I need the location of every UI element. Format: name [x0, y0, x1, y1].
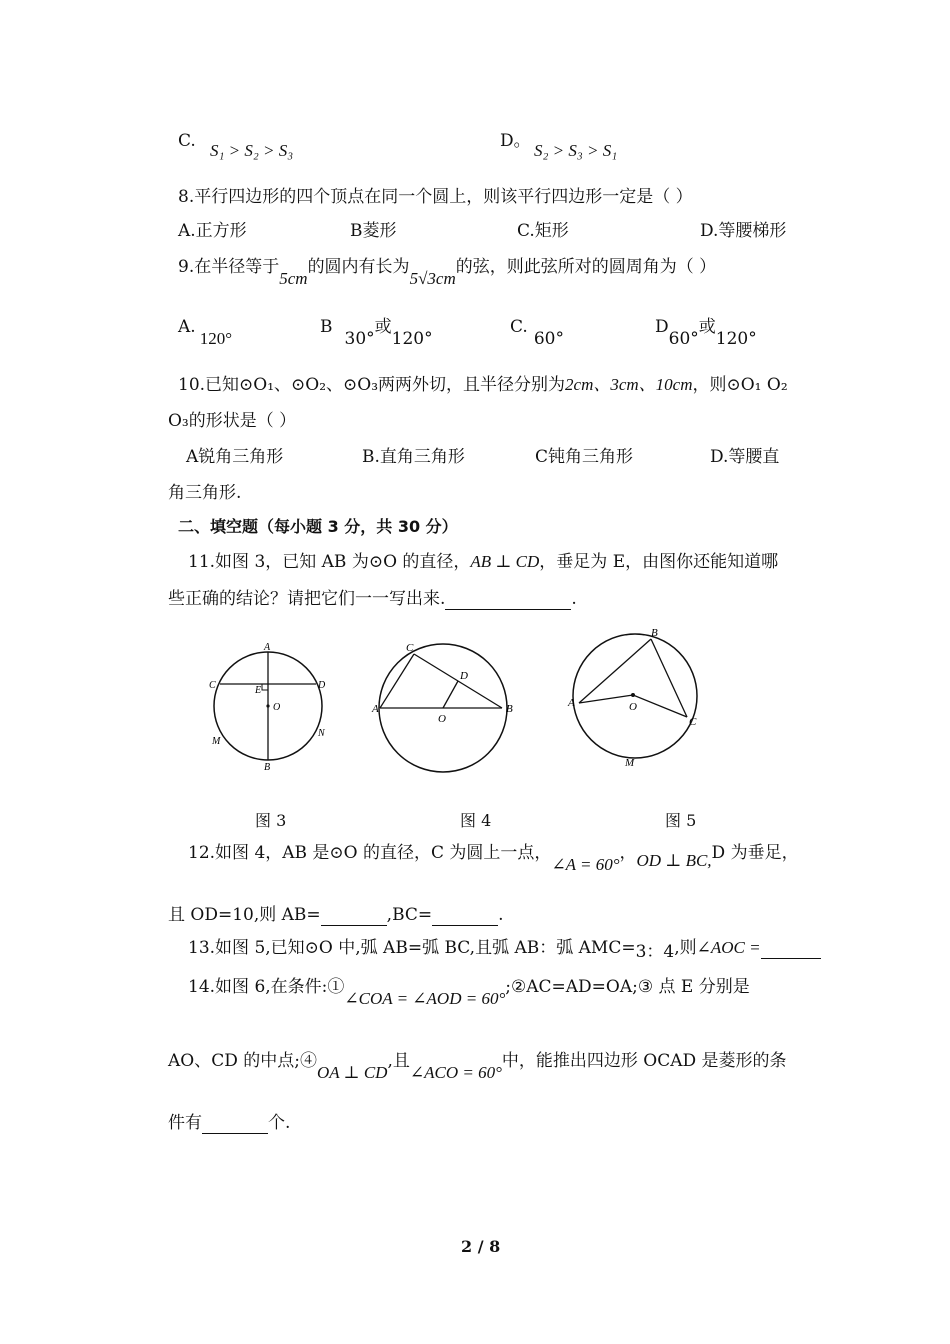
q14-cond1: ∠COA = ∠AOD = 60°: [344, 989, 506, 1008]
q14-stem-cont: AO、CD 的中点;④OA ⊥ CD,且∠ACO = 60°中，能推出四边形 OCAD 是菱形的条: [168, 1051, 787, 1082]
q14-stem: 14.如图 6,在条件:①∠COA = ∠AOD = 60°;②AC=AD=OA;③ 点 E 分别是: [188, 977, 750, 1008]
q12-bc-blank[interactable]: [432, 909, 498, 926]
q8-option-d: D.等腰梯形: [700, 221, 787, 241]
fig4-label-d: D: [460, 670, 468, 682]
fig3-label-d: D: [318, 680, 326, 691]
q7-option-d-label: D。: [500, 131, 531, 151]
q9-option-a-value: 120°: [199, 329, 232, 348]
fig3-label-a: A: [264, 642, 271, 653]
fig3-caption: 图 3: [255, 811, 287, 830]
fig5-chord-bc: [651, 639, 687, 717]
fig5-label-o: O: [629, 701, 637, 713]
fig4-label-b: B: [506, 703, 513, 715]
q11-stem-cont: 些正确的结论？请把它们一一写出来. .: [168, 589, 577, 609]
q11-answer-blank[interactable]: [445, 593, 571, 610]
fig5-label-c: C: [689, 716, 697, 728]
q10-stem-cont: O₃的形状是（ ）: [168, 411, 297, 431]
fig5-caption: 图 5: [665, 811, 697, 830]
q9-option-c: C.60°: [510, 317, 564, 349]
q9-option-d-value1: 60°: [668, 329, 699, 349]
q13-ratio: 3：4: [635, 942, 675, 962]
fig3-label-m: M: [212, 736, 221, 747]
fig4-label-a: A: [372, 703, 379, 715]
q9-option-a: A.120°: [178, 317, 232, 348]
q14-cond5: ∠ACO = 60°: [409, 1063, 502, 1082]
q7-option-c-expr: S₁ > S₂ > S₃: [210, 141, 294, 160]
q9-stem-part2: 的圆内有长为: [307, 257, 410, 277]
q9-option-b-or: 或: [374, 317, 392, 337]
q9-option-b-value1: 30°: [344, 329, 375, 349]
figure-4: [370, 636, 520, 776]
q10-radii: 2cm、3cm、10cm: [565, 375, 693, 394]
q9-stem-part3: 的弦，则此弦所对的圆周角为（ ）: [455, 257, 717, 277]
q12-angle: ∠A = 60°: [551, 855, 620, 874]
fig3-right-angle: [262, 684, 268, 690]
q9-option-c-value: 60°: [533, 329, 564, 349]
q7-option-c-label: C.: [178, 131, 196, 151]
fig4-label-c: C: [406, 642, 414, 654]
q10-option-b: B.直角三角形: [362, 447, 465, 467]
page-number: 2 / 8: [461, 1237, 501, 1256]
q9-option-d: D60°或120°: [655, 317, 757, 349]
q13-stem: 13.如图 5,已知⊙O 中,弧 AB=弧 BC,且弧 AB：弧 AMC=3：4,则∠AOC =: [188, 937, 821, 959]
q9-option-b-value2: 120°: [391, 329, 433, 349]
q9-chord: 5√3cm: [409, 269, 456, 288]
fig5-label-m: M: [625, 757, 635, 769]
section-heading: 二、填空题（每小题 3 分，共 30 分）: [178, 517, 458, 536]
q10-option-d-cont: 角三角形.: [168, 483, 242, 503]
q9-option-d-value2: 120°: [715, 329, 757, 349]
q9-option-b: B30°或120°: [320, 317, 433, 349]
q12-stem: 12.如图 4，AB 是⊙O 的直径，C 为圆上一点，∠A = 60°，OD ⊥ BC,D 为垂足，: [188, 843, 799, 874]
fig4-segment-od: [443, 681, 458, 708]
fig5-center: [631, 693, 635, 697]
q14-answer-blank[interactable]: [202, 1117, 268, 1134]
fig3-label-c: C: [209, 680, 216, 691]
fig3-label-e: E: [255, 685, 262, 696]
q8-stem: 8.平行四边形的四个顶点在同一个圆上，则该平行四边形一定是（ ）: [178, 187, 693, 207]
fig3-label-n: N: [318, 728, 325, 739]
q13-expr: ∠AOC =: [696, 938, 761, 957]
q9-option-d-or: 或: [698, 317, 716, 337]
q10-option-c: C钝角三角形: [535, 447, 634, 467]
fig4-label-o: O: [438, 713, 446, 725]
q11-stem: 11.如图 3，已知 AB 为⊙O 的直径，AB ⊥ CD，垂足为 E，由图你还能知道哪: [188, 552, 779, 572]
q8-option-c: C.矩形: [517, 221, 569, 241]
q11-expr: AB ⊥ CD: [470, 552, 540, 571]
fig5-chord-ab: [579, 639, 651, 703]
fig3-center: [266, 704, 269, 707]
fig5-label-a: A: [568, 697, 575, 709]
q7-option-d-expr: S₂ > S₃ > S₁: [534, 141, 618, 160]
q13-answer-blank[interactable]: [761, 942, 821, 959]
q9-stem: [178, 256, 717, 288]
figure-5: [565, 624, 715, 774]
q8-option-a: A.正方形: [178, 221, 247, 241]
q14-cond4: OA ⊥ CD: [316, 1063, 388, 1082]
fig3-label-b: B: [264, 762, 271, 773]
q12-ab-blank[interactable]: [321, 909, 387, 926]
figure-3: [200, 638, 350, 778]
q12-perp: OD ⊥ BC,: [636, 851, 712, 870]
q10-option-a: A锐角三角形: [186, 447, 284, 467]
fig4-caption: 图 4: [460, 811, 492, 830]
q9-stem-part1: 9.在半径等于: [178, 257, 280, 277]
q10-stem: 10.已知⊙O₁、⊙O₂、⊙O₃两两外切，且半径分别为2cm、3cm、10cm，则⊙O₁ O₂: [178, 375, 788, 395]
fig3-label-o: O: [273, 702, 281, 713]
q14-stem-end: 件有 个.: [168, 1113, 291, 1133]
q9-radius: 5cm: [279, 269, 308, 288]
q8-option-b: B菱形: [350, 221, 397, 241]
q12-stem-cont: 且 OD=10,则 AB= ,BC= .: [168, 905, 504, 925]
q10-option-d: D.等腰直: [710, 447, 780, 467]
fig5-label-b: B: [651, 627, 658, 639]
